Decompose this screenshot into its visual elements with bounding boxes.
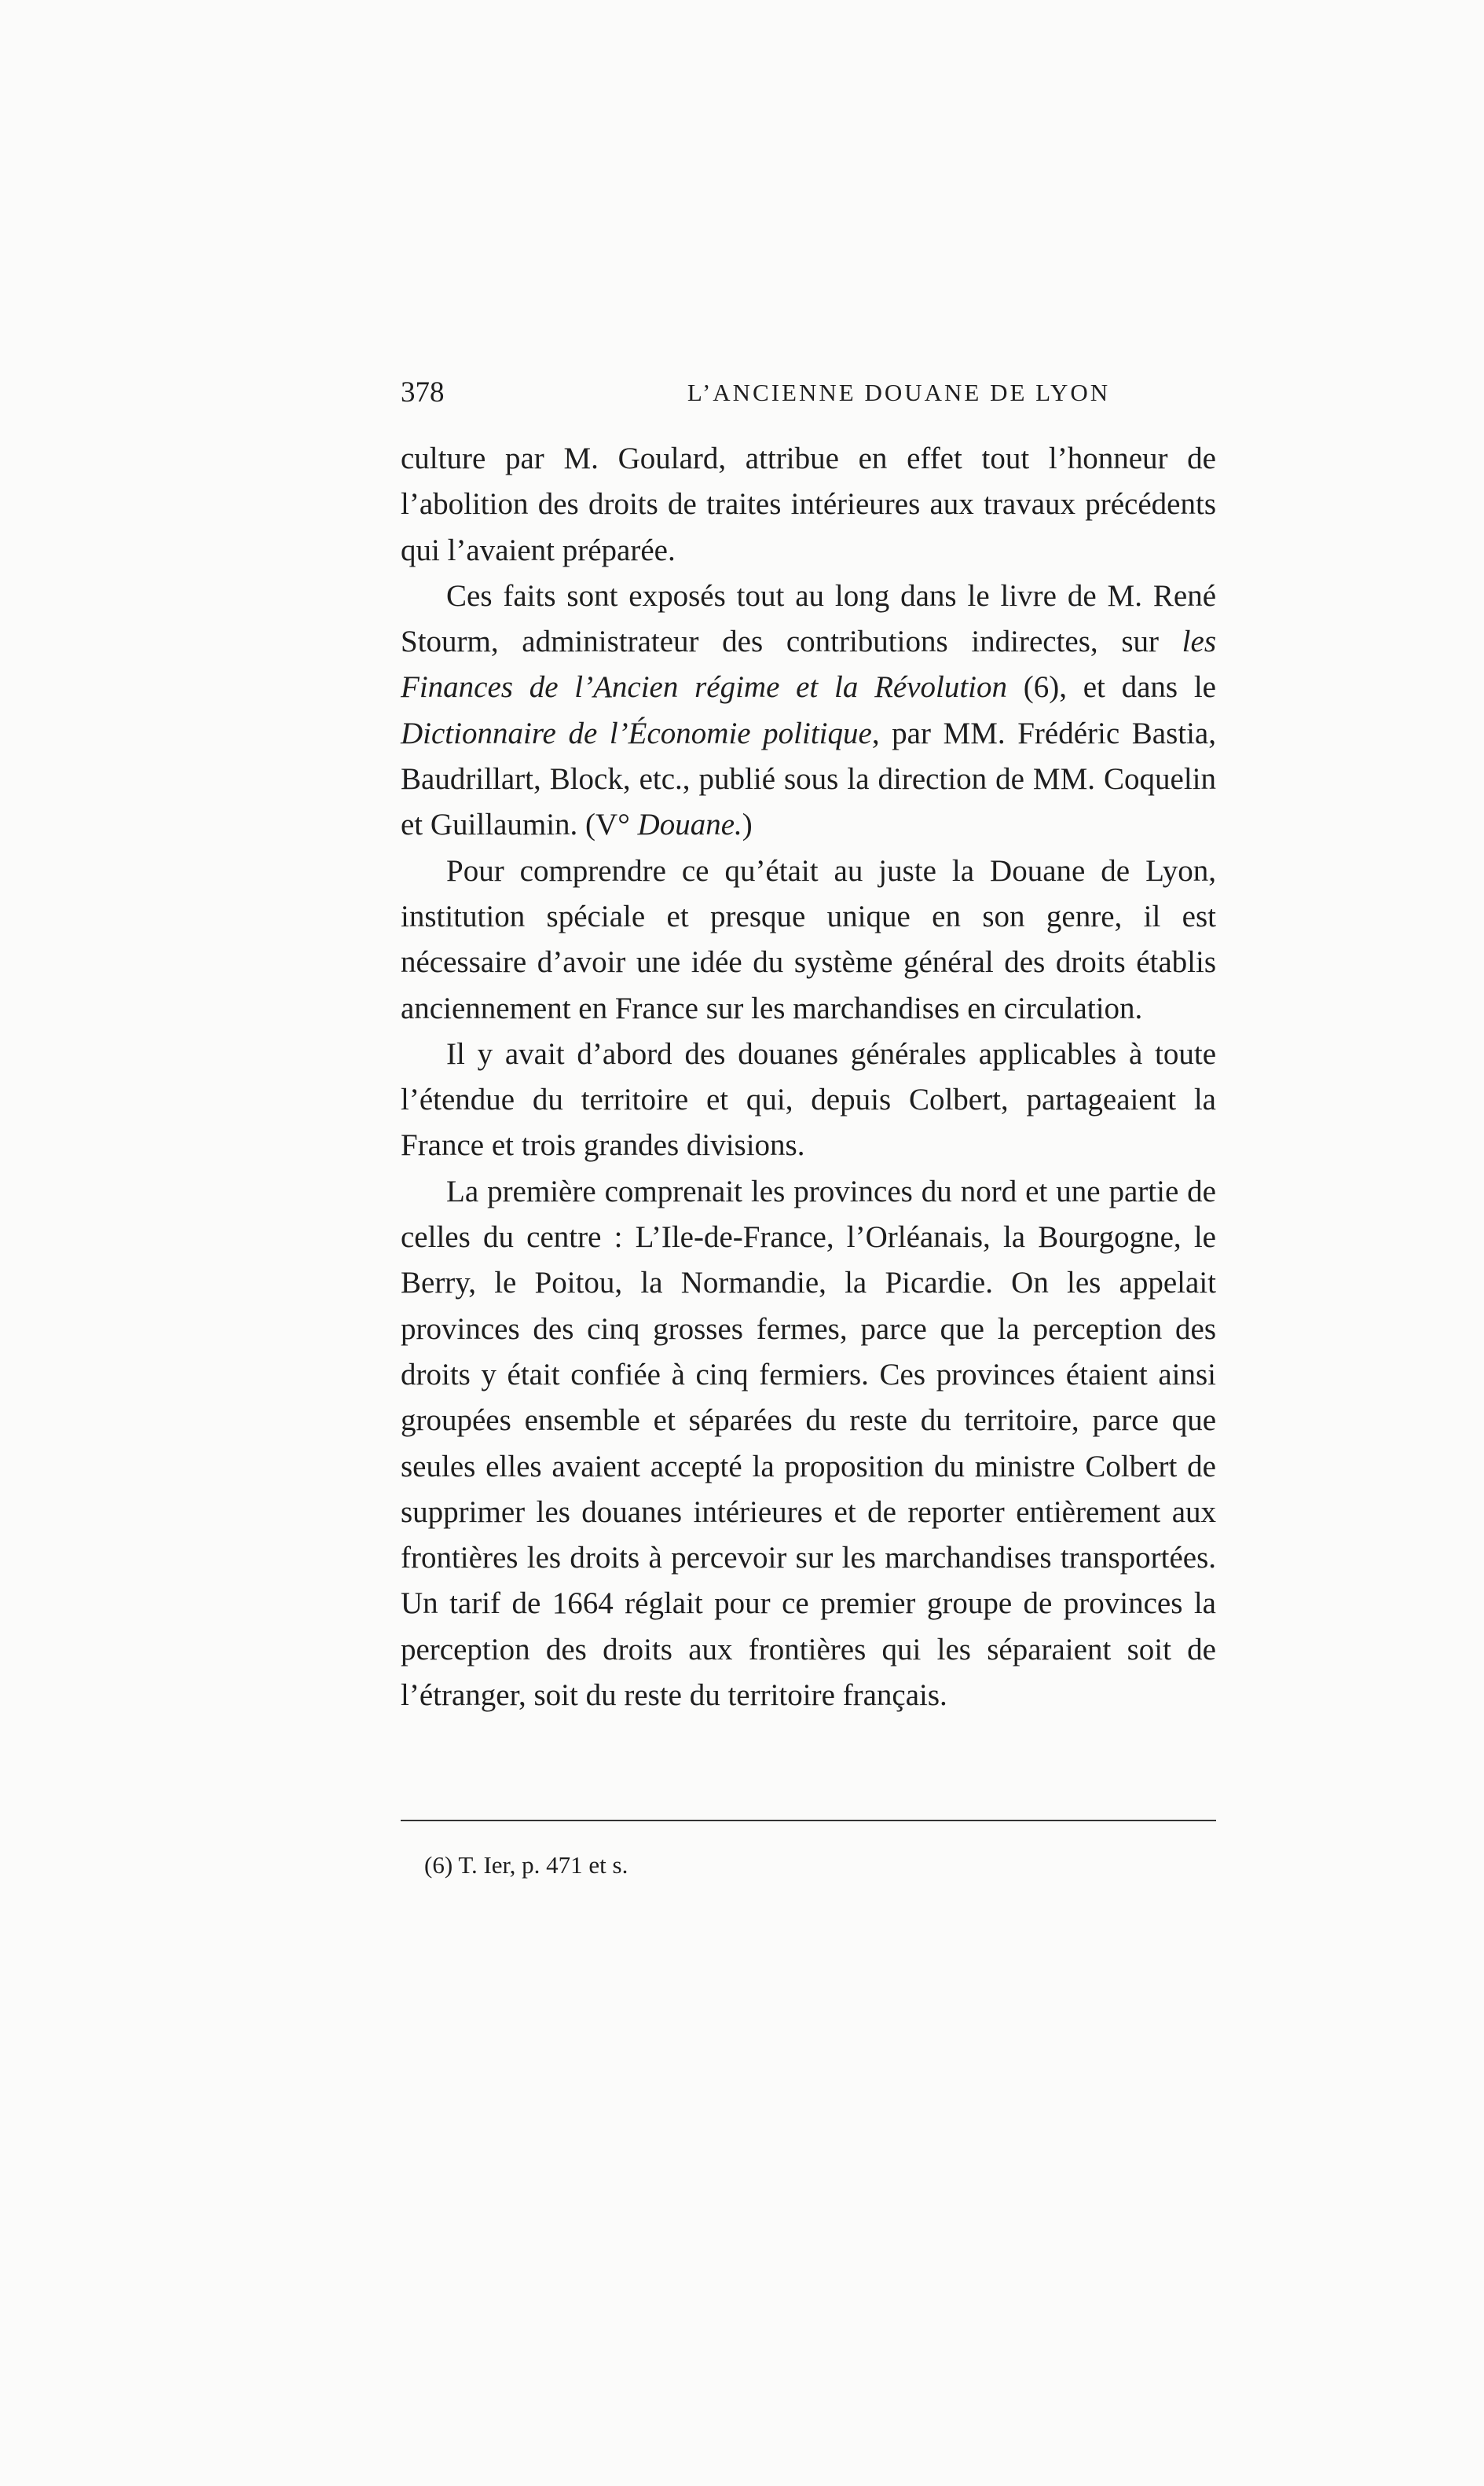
- paragraph: [401, 1169, 1216, 1719]
- text-run: Ces faits sont exposés tout au long dans le livre de M. René Stourm, administrateur des contributions indirectes, sur: [401, 578, 1216, 659]
- footnote-divider: [401, 1820, 1216, 1821]
- paragraph: [401, 849, 1216, 1032]
- body-text: [401, 436, 1216, 1718]
- italic-text: Dictionnaire de l’Économie politique: [401, 716, 872, 750]
- text-run: La première comprenait les provinces du nord et une partie de celles du centre : L’Ile-de-France, l’Orléanais, la Bourgogne, le Berry, le Poitou, la Normandie, la Picardie. On les appelait provinces des cinq grosses fermes, parce que la perception des droits y était confiée à cinq fermiers. Ces provinces étaient ainsi groupées ensemble et séparées du reste du territoire, parce que seules elles avaient accepté la proposition du ministre Colbert de supprimer les douanes intérieures et de reporter entièrement aux frontières les droits à percevoir sur les marchandises transportées. Un tarif de 1664 réglait pour ce premier groupe de provinces la perception des droits aux frontières qui les séparaient soit de l’étranger, soit du reste du territoire français.: [401, 1174, 1216, 1713]
- text-run: ): [742, 808, 753, 842]
- text-run: (6), et dans le: [1007, 670, 1216, 705]
- running-title: L’ANCIENNE DOUANE DE LYON: [687, 379, 1111, 406]
- footnote: (6) T. Ier, p. 471 et s.: [424, 1851, 628, 1879]
- text-run: Pour comprendre ce qu’était au juste la Douane de Lyon, institution spéciale et presque unique en son genre, il est nécessaire d’avoir une idée du système général des droits établis anciennement en France sur les marchandises en circulation.: [401, 853, 1216, 1025]
- paragraph: [401, 436, 1216, 574]
- italic-text: Douane.: [637, 808, 742, 842]
- page-number: 378: [401, 376, 445, 409]
- page-header: [401, 376, 1216, 420]
- text-run: Il y avait d’abord des douanes générales applicables à toute l’étendue du territoire et qui, depuis Colbert, partageaient la France et trois grandes divisions.: [401, 1036, 1216, 1163]
- paragraph: [401, 1032, 1216, 1169]
- italic-text: les Finances de l’Ancien régime et la Révolution: [401, 625, 1216, 705]
- text-run: , par MM. Frédéric Bastia, Baudrillart, Block, etc., publié sous la direction de MM. Coquelin et Guillaumin. (V°: [401, 716, 1216, 842]
- paragraph: [401, 574, 1216, 849]
- text-run: culture par M. Goulard, attribue en effet tout l’honneur de l’abolition des droits de traites intérieures aux travaux précédents qui l’avaient préparée.: [401, 442, 1216, 567]
